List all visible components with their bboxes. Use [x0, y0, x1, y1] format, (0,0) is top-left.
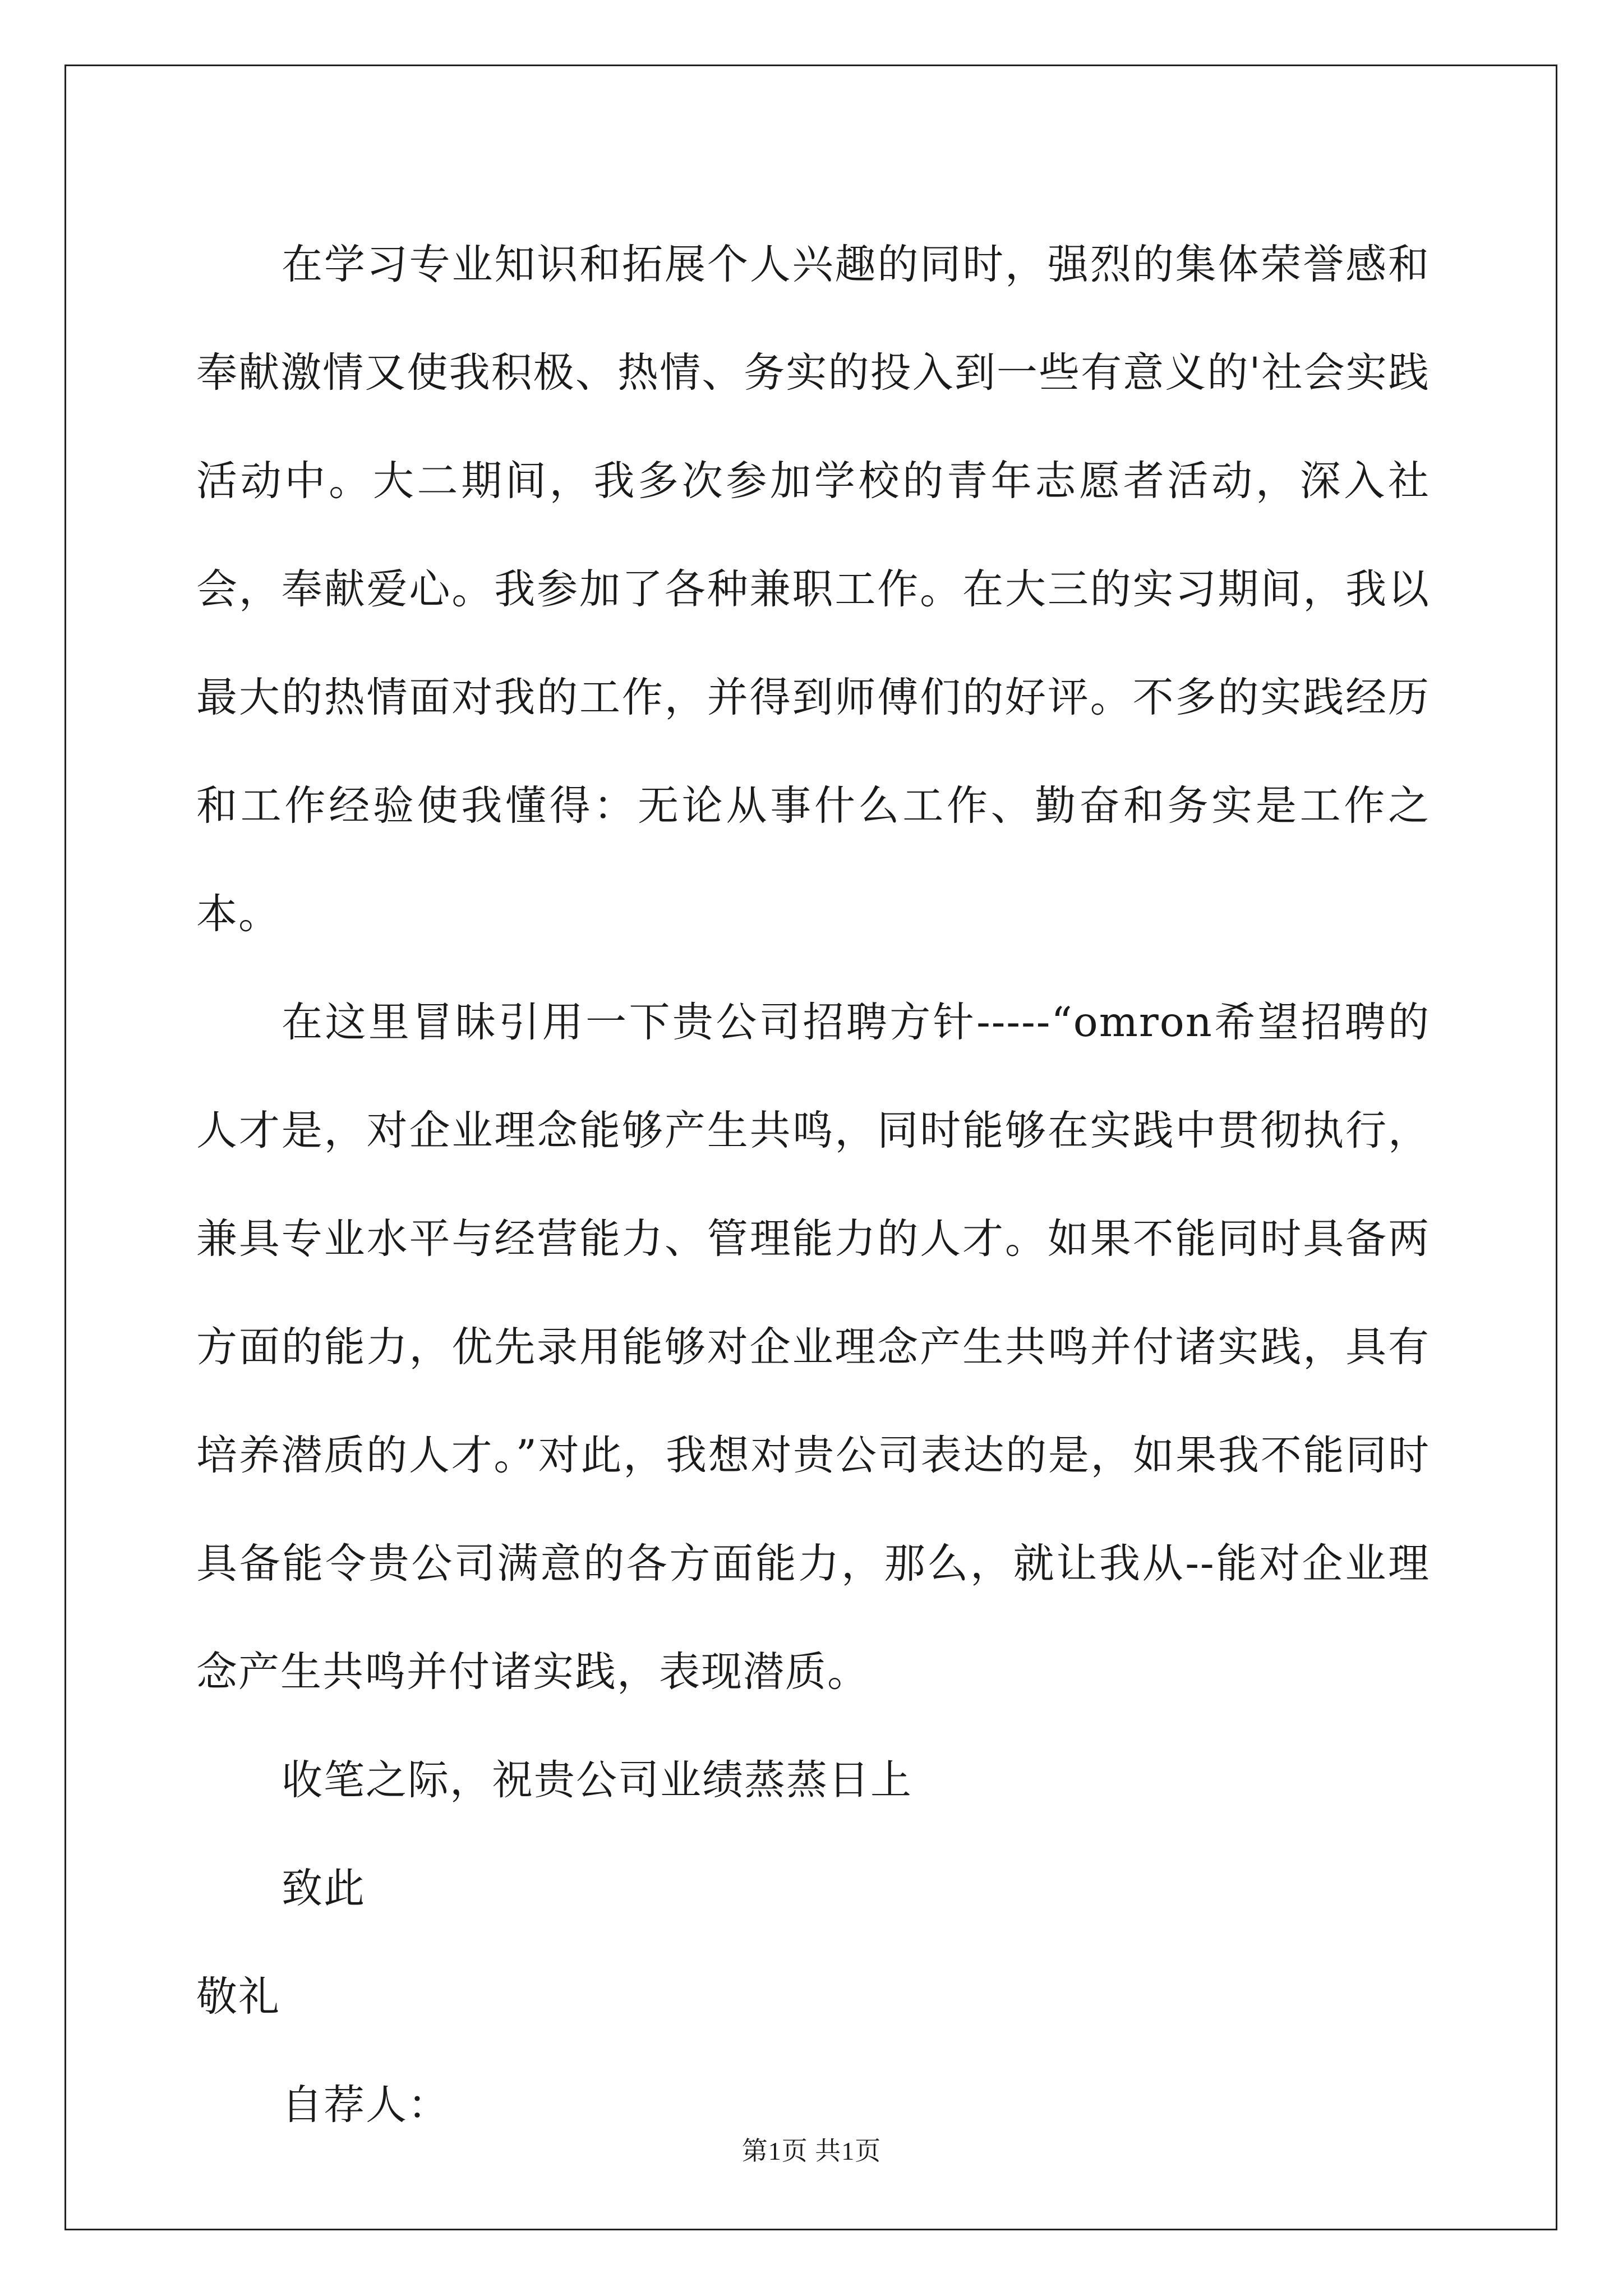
signature-label: 自荐人： [282, 2081, 450, 2129]
page-number-footer: 第1页 共1页 [741, 2137, 882, 2165]
paragraph-recruitment: 在这里冒昧引用一下贵公司招聘方针-----“omron希望招聘的人才是，对企业理念能够产生共鸣，同时能够在实践中贯彻执行，兼具专业水平与经营能力、管理能力的人才。如果不能同时具备两方面的能力，优先录用能够对企业理念产生共鸣并付诸实践，具有培养潜质的人才。”对此，我想对贵公司表达的是，如果我不能同时具备能令贵公司满意的各方面能力，那么，就让我从--能对企业理念产生共鸣并付诸实践，表现潜质。 [196, 999, 1430, 1696]
closing-line: 收笔之际，祝贵公司业绩蒸蒸日上 [282, 1756, 912, 1804]
letter-body [196, 210, 1430, 2159]
salutation-zhici: 致此 [282, 1865, 366, 1912]
salutation-jingli: 敬礼 [196, 1973, 280, 2021]
paragraph-practice: 在学习专业知识和拓展个人兴趣的同时，强烈的集体荣誉感和奉献激情又使我积极、热情、务实的投入到一些有意义的'社会实践活动中。大二期间，我多次参加学校的青年志愿者活动，深入社会，奉献爱心。我参加了各种兼职工作。在大三的实习期间，我以最大的热情面对我的工作，并得到师傅们的好评。不多的实践经历和工作经验使我懂得：无论从事什么工作、勤奋和务实是工作之本。 [196, 241, 1430, 938]
